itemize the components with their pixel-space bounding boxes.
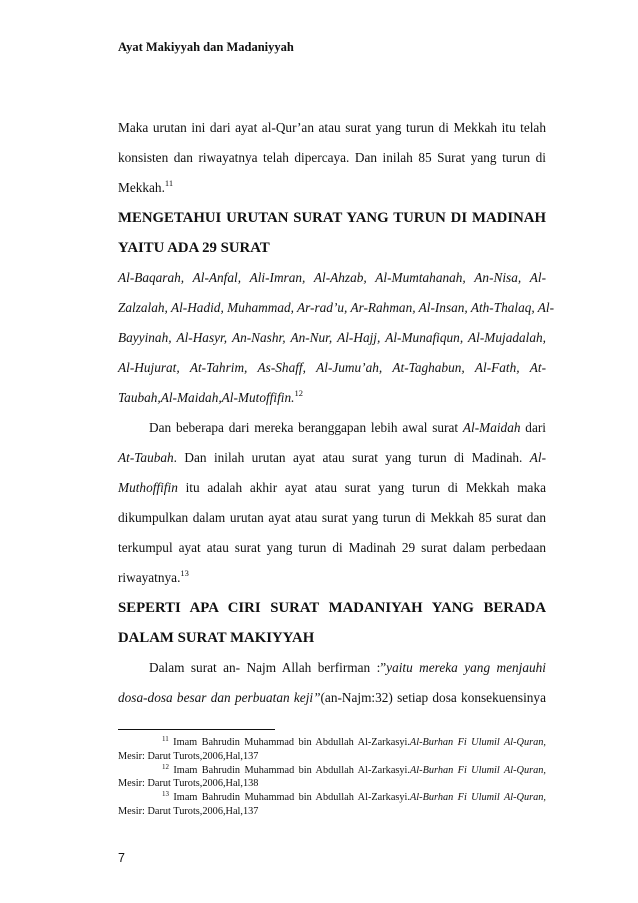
footnote-ref-13: 13	[180, 568, 189, 578]
paragraph-2-line: dikumpulkan dalam urutan ayat atau surat yang turun di Mekkah 85 surat dan	[118, 510, 546, 525]
footnote-divider	[118, 729, 275, 730]
body-text	[118, 113, 555, 713]
footnote-text: Imam Bahrudin Muhammad bin Abdullah Al-Zarkasyi.	[173, 737, 410, 748]
text-run-italic: dosa-dosa besar dan perbuatan keji”	[118, 690, 321, 705]
footnote-ref-11: 11	[164, 178, 174, 188]
running-header: Ayat Makiyyah dan Madaniyyah	[118, 40, 294, 54]
paragraph-2-line	[118, 563, 546, 593]
footnote-13-cont: Mesir: Darut Turots,2006,Hal,137	[118, 805, 259, 817]
paragraph-1-end: Mekkah.	[118, 180, 165, 195]
footnote-number: 12	[162, 762, 169, 771]
footnote-number: 13	[162, 790, 169, 799]
text-run-italic: yaitu mereka yang menjauhi	[386, 660, 546, 675]
paragraph-1-line: Maka urutan ini dari ayat al-Qur’an atau surat yang turun di Mekkah itu telah	[118, 120, 546, 135]
footnote-11	[118, 736, 546, 750]
section-heading-2-cont: DALAM SURAT MAKIYYAH	[118, 630, 315, 646]
text-run: itu adalah akhir ayat atau surat yang turun di Mekkah maka	[177, 480, 546, 495]
footnote-ref-12: 12	[294, 388, 303, 398]
footnote-number: 11	[162, 735, 169, 743]
text-run: Dalam surat an- Najm Allah berfirman :”	[149, 660, 387, 675]
paragraph-2-line: terkumpul ayat atau surat yang turun di Madinah 29 surat dalam perbedaan	[118, 540, 546, 555]
paragraph-2-end: riwayatnya.	[118, 570, 181, 585]
text-run-italic: Al-	[529, 450, 546, 465]
surah-list-line: Bayyinah, Al-Hasyr, An-Nashr, An-Nur, Al-Hajj, Al-Munafiqun, Al-Mujadalah,	[118, 330, 546, 345]
footnotes	[118, 736, 546, 819]
paragraph-2-line	[118, 443, 546, 473]
footnote-title: Al-Burhan Fi Ulumil Al-Quran,	[410, 792, 547, 804]
section-heading-1: MENGETAHUI URUTAN SURAT YANG TURUN DI MADINAH	[118, 210, 546, 226]
text-run-italic: Muthoffifin	[118, 480, 178, 495]
paragraph-1-line: konsisten dan riwayatnya telah dipercaya. Dan inilah 85 Surat yang turun di	[118, 150, 546, 165]
text-run: . Dan inilah urutan ayat atau surat yang turun di Madinah.	[173, 450, 530, 465]
footnote-12	[118, 764, 546, 778]
text-run: Dan beberapa dari mereka beranggapan lebih awal surat	[149, 420, 463, 435]
surah-list-line: Zalzalah, Al-Hadid, Muhammad, Ar-rad’u, Ar-Rahman, Al-Insan, Ath-Thalaq, Al-	[118, 300, 555, 315]
page-number: 7	[118, 851, 125, 865]
surah-list-line: Al-Baqarah, Al-Anfal, Ali-Imran, Al-Ahzab, Al-Mumtahanah, An-Nisa, Al-	[118, 270, 546, 285]
paragraph-1-line	[118, 173, 546, 203]
text-run-italic: At-Taubah	[118, 450, 174, 465]
footnote-title: Al-Burhan Fi Ulumil Al-Quran,	[409, 737, 547, 748]
footnote-12-cont: Mesir: Darut Turots,2006,Hal,138	[118, 778, 259, 790]
section-heading-1-cont: YAITU ADA 29 SURAT	[118, 240, 270, 256]
surah-list-line	[118, 383, 546, 413]
surah-list-end: Taubah,Al-Maidah,Al-Mutoffifin.	[118, 390, 295, 405]
footnote-title: Al-Burhan Fi Ulumil Al-Quran,	[410, 764, 547, 776]
text-run-italic: Al-Maidah	[462, 420, 521, 435]
paragraph-2-line	[118, 473, 546, 503]
footnote-13	[118, 791, 546, 805]
footnote-text: Imam Bahrudin Muhammad bin Abdullah Al-Zarkasyi.	[173, 792, 410, 804]
surah-list-line: Al-Hujurat, At-Tahrim, As-Shaff, Al-Jumu’ah, At-Taghabun, Al-Fath, At-	[118, 360, 546, 375]
section-heading-2: SEPERTI APA CIRI SURAT MADANIYAH YANG BERADA	[118, 600, 546, 616]
footnote-11-cont: Mesir: Darut Turots,2006,Hal,137	[118, 750, 259, 762]
paragraph-2-line	[118, 413, 546, 443]
text-run: dari	[520, 420, 546, 435]
paragraph-3-line	[118, 653, 546, 683]
paragraph-3-line	[118, 683, 546, 713]
text-run: (an-Najm:32) setiap dosa konsekuensinya	[320, 690, 546, 705]
footnote-text: Imam Bahrudin Muhammad bin Abdullah Al-Zarkasyi.	[173, 764, 410, 776]
